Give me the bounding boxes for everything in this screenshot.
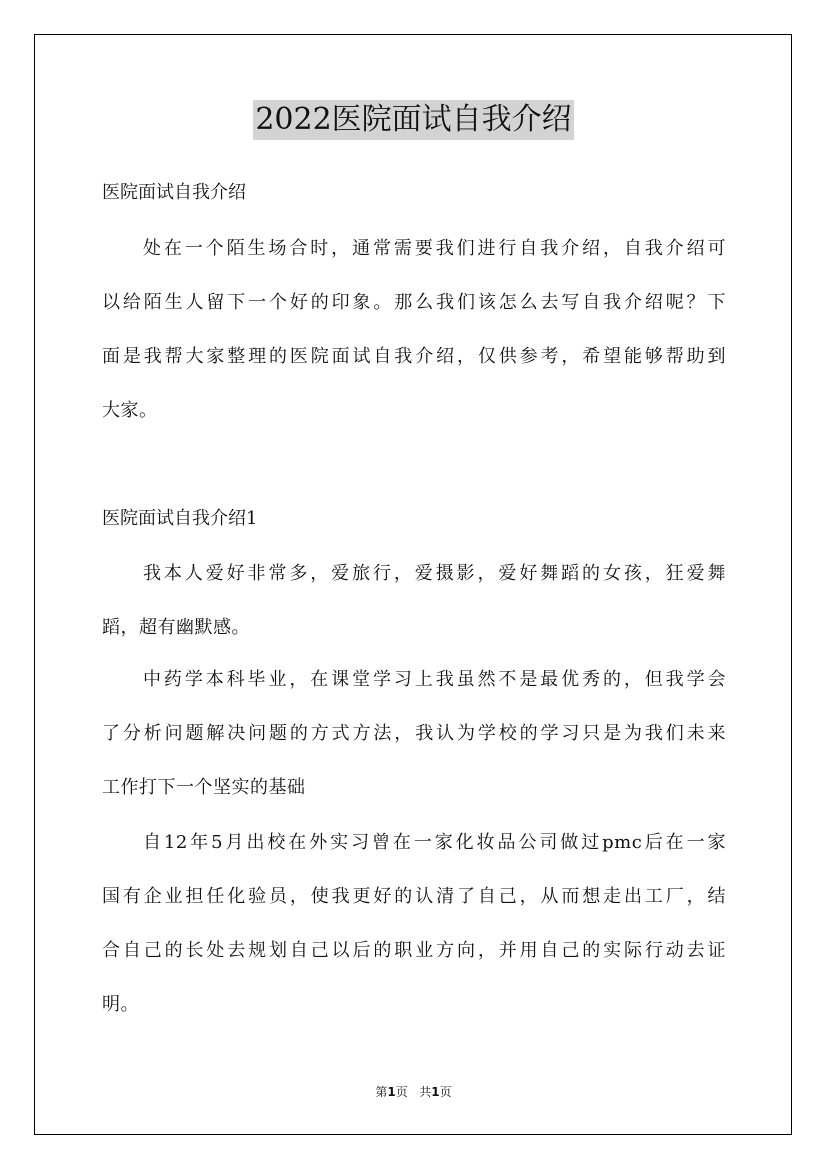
footer-page-number: 1 [387,1085,396,1099]
intro-line: 大家。 [102,400,158,421]
intro-line: 以给陌生人留下一个好的印象。那么我们该怎么去写自我介绍呢？下 [102,292,726,313]
title-container [0,100,827,140]
para2-line: 工作打下一个坚实的基础 [102,777,306,798]
para3-line: 自12年5月出校在外实习曾在一家化妆品公司做过pmc后在一家 [143,832,726,853]
section-heading: 医院面试自我介绍 [102,182,246,203]
page-footer [0,1084,827,1100]
para2-line: 中药学本科毕业，在课堂学习上我虽然不是最优秀的，但我学会 [143,669,726,690]
footer-total-suffix: 页 [439,1085,452,1099]
intro-line: 面是我帮大家整理的医院面试自我介绍，仅供参考，希望能够帮助到 [102,346,726,367]
footer-page-prefix: 第 [375,1085,388,1099]
sub-heading: 医院面试自我介绍1 [102,508,258,529]
document-title: 2022医院面试自我介绍 [253,100,573,140]
footer-total-number: 1 [431,1085,440,1099]
para3-line: 国有企业担任化验员，使我更好的认清了自己，从而想走出工厂，结 [102,886,726,907]
para3-line: 明。 [102,994,139,1015]
footer-total-prefix: 共 [419,1085,432,1099]
para1-line: 蹈，超有幽默感。 [102,617,250,638]
footer-page-suffix: 页 [395,1085,408,1099]
para3-line: 合自己的长处去规划自己以后的职业方向，并用自己的实际行动去证 [102,940,726,961]
para2-line: 了分析问题解决问题的方式方法，我认为学校的学习只是为我们未来 [102,723,726,744]
intro-line: 处在一个陌生场合时，通常需要我们进行自我介绍，自我介绍可 [143,238,726,259]
para1-line: 我本人爱好非常多，爱旅行，爱摄影，爱好舞蹈的女孩，狂爱舞 [143,563,726,584]
